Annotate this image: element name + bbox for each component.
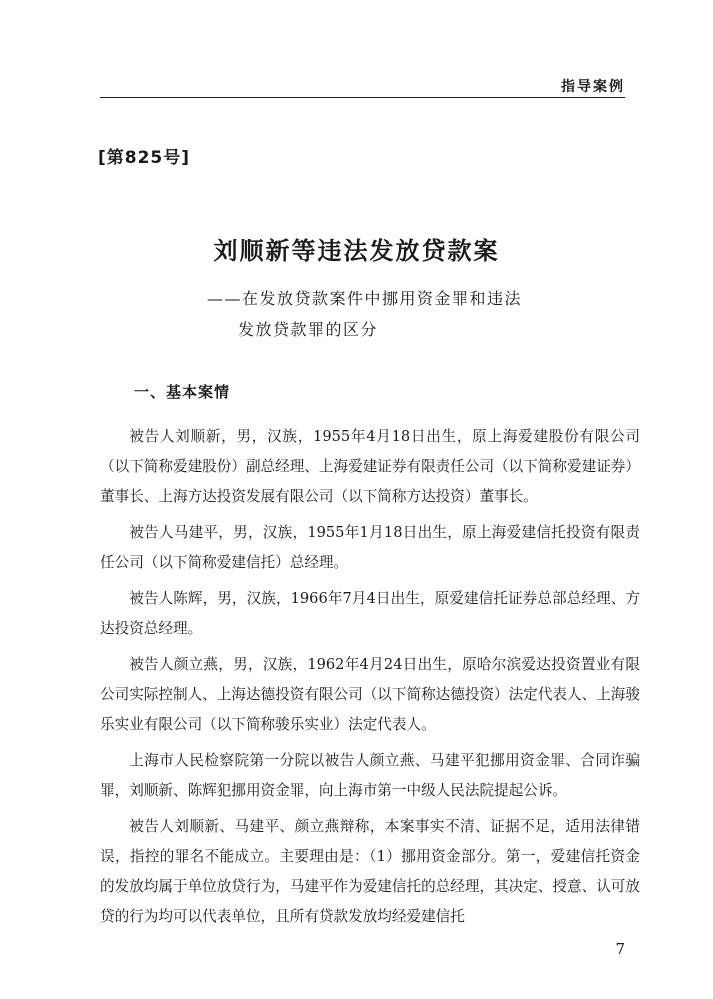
header-divider xyxy=(100,97,625,98)
paragraph: 被告人马建平，男，汉族，1955年1月18日出生，原上海爱建信托投资有限责任公司（以下简称爱建信托）总经理。 xyxy=(100,524,640,571)
body-text xyxy=(100,422,640,938)
section-heading: 一、基本案情 xyxy=(134,383,231,401)
paragraph: 被告人刘顺新、马建平、颜立燕辩称，本案事实不清、证据不足，适用法律错误，指控的罪名不能成立。主要理由是：（1）挪用资金部分。第一，爱建信托资金的发放均属于单位放贷行为，马建平作为爱建信托的总经理，其决定、授意、认可放贷的行为均可以代表单位，且所有贷款发放均经爱建信托 xyxy=(100,818,640,925)
case-subtitle xyxy=(207,283,587,345)
paragraph: 被告人陈辉，男，汉族，1966年7月4日出生，原爱建信托证券总部总经理、方达投资总经理。 xyxy=(100,590,640,637)
running-header: 指导案例 xyxy=(561,79,625,95)
paragraph: 被告人颜立燕，男，汉族，1962年4月24日出生，原哈尔滨爱达投资置业有限公司实际控制人、上海达德投资有限公司（以下简称达德投资）法定代表人、上海骏乐实业有限公司（以下简称骏乐实业）法定代表人。 xyxy=(100,656,640,733)
page-number: 7 xyxy=(615,940,625,958)
paragraph: 上海市人民检察院第一分院以被告人颜立燕、马建平犯挪用资金罪、合同诈骗罪，刘顺新、陈辉犯挪用资金罪，向上海市第一中级人民法院提起公诉。 xyxy=(100,752,640,799)
case-title: 刘顺新等违法发放贷款案 xyxy=(213,236,500,265)
subtitle-line-1: ——在发放贷款案件中挪用资金罪和违法 xyxy=(207,289,523,308)
subtitle-line-2: 发放贷款罪的区分 xyxy=(238,320,379,339)
case-number: [第825号] xyxy=(98,148,191,168)
paragraph: 被告人刘顺新，男，汉族，1955年4月18日出生，原上海爱建股份有限公司（以下简称爱建股份）副总经理、上海爱建证券有限责任公司（以下简称爱建证券）董事长、上海方达投资发展有限公司（以下简称方达投资）董事长。 xyxy=(100,428,640,505)
